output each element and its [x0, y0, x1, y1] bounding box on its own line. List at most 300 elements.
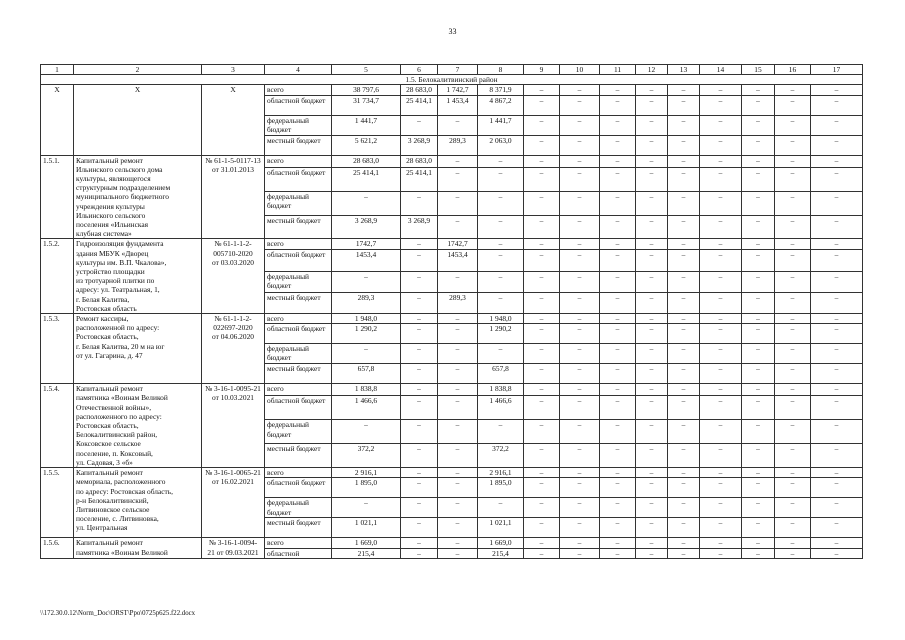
empty-dash-cell: – — [775, 468, 811, 478]
item-name: Капитальный ремонт памятника «Воинам Великой — [74, 538, 202, 558]
amount-cell: – — [401, 191, 438, 215]
empty-dash-cell: – — [636, 548, 668, 558]
empty-dash-cell: – — [775, 250, 811, 271]
amount-cell: – — [332, 420, 401, 444]
empty-dash-cell: – — [775, 167, 811, 191]
amount-cell: 5 621,2 — [332, 135, 401, 155]
empty-dash-cell: – — [700, 364, 742, 384]
item-document: № 3-16-1-0095-21 от 10.03.2021 — [202, 384, 265, 468]
empty-dash-cell: – — [600, 518, 636, 538]
empty-dash-cell: – — [600, 478, 636, 498]
amount-cell: – — [401, 444, 438, 468]
empty-dash-cell: – — [560, 538, 600, 548]
amount-cell: – — [478, 498, 524, 518]
empty-dash-cell: – — [811, 396, 863, 420]
empty-dash-cell: – — [742, 95, 775, 115]
empty-dash-cell: – — [636, 155, 668, 167]
column-number: 1 — [41, 65, 74, 75]
empty-dash-cell: – — [636, 478, 668, 498]
amount-cell: 2 916,1 — [332, 468, 401, 478]
item-document: Х — [202, 85, 265, 155]
amount-cell: 28 683,0 — [401, 155, 438, 167]
empty-dash-cell: – — [524, 85, 560, 95]
empty-dash-cell: – — [668, 250, 700, 271]
amount-cell: 657,8 — [478, 364, 524, 384]
amount-cell: 1 838,8 — [478, 384, 524, 396]
amount-cell: 1 948,0 — [332, 314, 401, 324]
empty-dash-cell: – — [700, 167, 742, 191]
empty-dash-cell: – — [811, 292, 863, 313]
empty-dash-cell: – — [811, 95, 863, 115]
item-name: Гидроизоляция фундамента здания МБУК «Дворец культуры им. В.П. Чкалова», устройство площадки из тротуарной плитки по адресу: ул. Театральная, 1, г. Белая Калитва, Ростовская область — [74, 239, 202, 314]
empty-dash-cell: – — [742, 498, 775, 518]
column-number: 5 — [332, 65, 401, 75]
empty-dash-cell: – — [775, 239, 811, 250]
table-row — [41, 239, 863, 250]
empty-dash-cell: – — [700, 135, 742, 155]
empty-dash-cell: – — [524, 314, 560, 324]
empty-dash-cell: – — [668, 478, 700, 498]
column-number: 4 — [265, 65, 332, 75]
empty-dash-cell: – — [636, 498, 668, 518]
empty-dash-cell: – — [668, 271, 700, 292]
empty-dash-cell: – — [775, 420, 811, 444]
empty-dash-cell: – — [775, 115, 811, 135]
empty-dash-cell: – — [775, 498, 811, 518]
funding-source: всего — [265, 384, 332, 396]
amount-cell: – — [401, 292, 438, 313]
empty-dash-cell: – — [700, 271, 742, 292]
empty-dash-cell: – — [811, 324, 863, 344]
funding-source: всего — [265, 85, 332, 95]
empty-dash-cell: – — [742, 250, 775, 271]
empty-dash-cell: – — [775, 324, 811, 344]
item-document: № 3-16-1-0065-21 от 16.02.2021 — [202, 468, 265, 538]
amount-cell: 1 895,0 — [332, 478, 401, 498]
amount-cell: 3 268,9 — [401, 215, 438, 239]
amount-cell: – — [438, 420, 478, 444]
amount-cell: 289,3 — [332, 292, 401, 313]
empty-dash-cell: – — [560, 420, 600, 444]
empty-dash-cell: – — [668, 314, 700, 324]
empty-dash-cell: – — [560, 314, 600, 324]
empty-dash-cell: – — [700, 518, 742, 538]
amount-cell: – — [401, 344, 438, 364]
amount-cell: 25 414,1 — [332, 167, 401, 191]
funding-source: всего — [265, 239, 332, 250]
funding-source: федеральный бюджет — [265, 420, 332, 444]
funding-source: всего — [265, 468, 332, 478]
empty-dash-cell: – — [811, 518, 863, 538]
amount-cell: – — [332, 271, 401, 292]
empty-dash-cell: – — [742, 444, 775, 468]
column-number: 6 — [401, 65, 438, 75]
empty-dash-cell: – — [811, 548, 863, 558]
amount-cell: – — [478, 191, 524, 215]
amount-cell: – — [401, 548, 438, 558]
empty-dash-cell: – — [742, 396, 775, 420]
amount-cell: – — [438, 155, 478, 167]
column-number: 9 — [524, 65, 560, 75]
empty-dash-cell: – — [700, 396, 742, 420]
empty-dash-cell: – — [560, 444, 600, 468]
amount-cell: – — [438, 384, 478, 396]
empty-dash-cell: – — [811, 538, 863, 548]
empty-dash-cell: – — [560, 271, 600, 292]
amount-cell: – — [438, 271, 478, 292]
amount-cell: 1453,4 — [438, 250, 478, 271]
amount-cell: 1 466,6 — [478, 396, 524, 420]
column-number: 12 — [636, 65, 668, 75]
empty-dash-cell: – — [811, 215, 863, 239]
amount-cell: – — [478, 155, 524, 167]
empty-dash-cell: – — [600, 324, 636, 344]
empty-dash-cell: – — [668, 191, 700, 215]
table-row — [41, 468, 863, 478]
empty-dash-cell: – — [636, 215, 668, 239]
column-number: 10 — [560, 65, 600, 75]
amount-cell: – — [438, 468, 478, 478]
funding-source: областной бюджет — [265, 324, 332, 344]
empty-dash-cell: – — [560, 292, 600, 313]
empty-dash-cell: – — [668, 538, 700, 548]
amount-cell: 1 669,0 — [478, 538, 524, 548]
empty-dash-cell: – — [811, 444, 863, 468]
empty-dash-cell: – — [524, 271, 560, 292]
empty-dash-cell: – — [524, 324, 560, 344]
amount-cell: – — [401, 468, 438, 478]
empty-dash-cell: – — [811, 115, 863, 135]
item-number: 1.5.5. — [41, 468, 74, 538]
empty-dash-cell: – — [524, 420, 560, 444]
amount-cell: 4 867,2 — [478, 95, 524, 115]
empty-dash-cell: – — [668, 324, 700, 344]
empty-dash-cell: – — [742, 384, 775, 396]
empty-dash-cell: – — [668, 292, 700, 313]
table-row — [41, 85, 863, 95]
amount-cell: – — [478, 344, 524, 364]
empty-dash-cell: – — [524, 498, 560, 518]
empty-dash-cell: – — [600, 155, 636, 167]
empty-dash-cell: – — [775, 85, 811, 95]
amount-cell: – — [401, 420, 438, 444]
empty-dash-cell: – — [560, 384, 600, 396]
column-number: 11 — [600, 65, 636, 75]
amount-cell: – — [438, 314, 478, 324]
empty-dash-cell: – — [668, 85, 700, 95]
empty-dash-cell: – — [668, 215, 700, 239]
column-number: 3 — [202, 65, 265, 75]
empty-dash-cell: – — [636, 444, 668, 468]
amount-cell: – — [401, 314, 438, 324]
empty-dash-cell: – — [775, 478, 811, 498]
amount-cell: 1742,7 — [438, 239, 478, 250]
item-name: Ремонт кассиры, расположенной по адресу: Ростовская область, г. Белая Калитва, 20 м на юг от ул. Гагарина, д. 47 — [74, 314, 202, 384]
empty-dash-cell: – — [700, 155, 742, 167]
empty-dash-cell: – — [742, 135, 775, 155]
empty-dash-cell: – — [560, 95, 600, 115]
empty-dash-cell: – — [600, 239, 636, 250]
funding-source: федеральный бюджет — [265, 191, 332, 215]
empty-dash-cell: – — [811, 384, 863, 396]
empty-dash-cell: – — [600, 167, 636, 191]
empty-dash-cell: – — [700, 344, 742, 364]
empty-dash-cell: – — [636, 420, 668, 444]
section-row — [41, 75, 863, 85]
table-row — [41, 538, 863, 548]
amount-cell: – — [478, 239, 524, 250]
empty-dash-cell: – — [742, 518, 775, 538]
amount-cell: – — [332, 498, 401, 518]
empty-dash-cell: – — [524, 239, 560, 250]
empty-dash-cell: – — [811, 85, 863, 95]
empty-dash-cell: – — [600, 95, 636, 115]
empty-dash-cell: – — [668, 167, 700, 191]
funding-source: федеральный бюджет — [265, 115, 332, 135]
empty-dash-cell: – — [700, 478, 742, 498]
empty-dash-cell: – — [668, 444, 700, 468]
empty-dash-cell: – — [636, 396, 668, 420]
amount-cell: 372,2 — [478, 444, 524, 468]
empty-dash-cell: – — [775, 344, 811, 364]
amount-cell: – — [438, 478, 478, 498]
amount-cell: 215,4 — [332, 548, 401, 558]
empty-dash-cell: – — [742, 364, 775, 384]
amount-cell: – — [401, 239, 438, 250]
funding-source: федеральный бюджет — [265, 344, 332, 364]
empty-dash-cell: – — [636, 538, 668, 548]
empty-dash-cell: – — [811, 250, 863, 271]
section-title: 1.5. Белокалитвинский район — [41, 75, 863, 85]
empty-dash-cell: – — [524, 518, 560, 538]
column-number: 14 — [700, 65, 742, 75]
item-name: Капитальный ремонт памятника «Воинам Великой Отечественной войны», расположенного по адресу: Ростовская область, Белокалитвинский район, Коксовское сельское поселение, п. Коксовый, ул. Садовая, 3 «б» — [74, 384, 202, 468]
empty-dash-cell: – — [775, 191, 811, 215]
empty-dash-cell: – — [668, 498, 700, 518]
empty-dash-cell: – — [742, 191, 775, 215]
empty-dash-cell: – — [636, 271, 668, 292]
empty-dash-cell: – — [742, 538, 775, 548]
empty-dash-cell: – — [811, 478, 863, 498]
empty-dash-cell: – — [700, 420, 742, 444]
empty-dash-cell: – — [524, 250, 560, 271]
empty-dash-cell: – — [742, 324, 775, 344]
empty-dash-cell: – — [775, 271, 811, 292]
amount-cell: – — [332, 191, 401, 215]
funding-source: областной бюджет — [265, 478, 332, 498]
amount-cell: 1453,4 — [332, 250, 401, 271]
funding-source: федеральный бюджет — [265, 498, 332, 518]
amount-cell: – — [401, 518, 438, 538]
empty-dash-cell: – — [560, 85, 600, 95]
empty-dash-cell: – — [524, 115, 560, 135]
amount-cell: 1 466,6 — [332, 396, 401, 420]
amount-cell: – — [401, 538, 438, 548]
empty-dash-cell: – — [700, 498, 742, 518]
table-row — [41, 384, 863, 396]
amount-cell: 2 916,1 — [478, 468, 524, 478]
empty-dash-cell: – — [700, 95, 742, 115]
amount-cell: 1 441,7 — [332, 115, 401, 135]
empty-dash-cell: – — [560, 191, 600, 215]
funding-source: местный бюджет — [265, 444, 332, 468]
empty-dash-cell: – — [811, 191, 863, 215]
item-number: 1.5.3. — [41, 314, 74, 384]
empty-dash-cell: – — [600, 314, 636, 324]
empty-dash-cell: – — [600, 444, 636, 468]
empty-dash-cell: – — [811, 167, 863, 191]
empty-dash-cell: – — [636, 115, 668, 135]
budget-table — [40, 64, 863, 559]
empty-dash-cell: – — [668, 468, 700, 478]
amount-cell: 289,3 — [438, 292, 478, 313]
amount-cell: – — [478, 271, 524, 292]
empty-dash-cell: – — [742, 468, 775, 478]
item-document: № 61-1-1-2- 005710-2020 от 03.03.2020 — [202, 239, 265, 314]
amount-cell: 3 268,9 — [332, 215, 401, 239]
empty-dash-cell: – — [636, 191, 668, 215]
empty-dash-cell: – — [668, 364, 700, 384]
empty-dash-cell: – — [600, 396, 636, 420]
empty-dash-cell: – — [560, 478, 600, 498]
empty-dash-cell: – — [742, 314, 775, 324]
funding-source: всего — [265, 314, 332, 324]
empty-dash-cell: – — [560, 364, 600, 384]
empty-dash-cell: – — [775, 384, 811, 396]
empty-dash-cell: – — [700, 215, 742, 239]
amount-cell: – — [401, 498, 438, 518]
amount-cell: – — [478, 250, 524, 271]
funding-source: местный бюджет — [265, 135, 332, 155]
empty-dash-cell: – — [775, 95, 811, 115]
empty-dash-cell: – — [524, 538, 560, 548]
amount-cell: – — [438, 167, 478, 191]
amount-cell: 1 669,0 — [332, 538, 401, 548]
amount-cell: – — [438, 364, 478, 384]
amount-cell: 1 441,7 — [478, 115, 524, 135]
column-number: 8 — [478, 65, 524, 75]
funding-source: федеральный бюджет — [265, 271, 332, 292]
empty-dash-cell: – — [600, 292, 636, 313]
item-number: 1.5.1. — [41, 155, 74, 239]
amount-cell: 25 414,1 — [401, 167, 438, 191]
amount-cell: 372,2 — [332, 444, 401, 468]
empty-dash-cell: – — [742, 115, 775, 135]
empty-dash-cell: – — [600, 215, 636, 239]
empty-dash-cell: – — [560, 135, 600, 155]
empty-dash-cell: – — [811, 271, 863, 292]
amount-cell: – — [438, 191, 478, 215]
amount-cell: – — [438, 215, 478, 239]
empty-dash-cell: – — [560, 239, 600, 250]
amount-cell: – — [478, 215, 524, 239]
empty-dash-cell: – — [775, 396, 811, 420]
amount-cell: – — [438, 538, 478, 548]
empty-dash-cell: – — [700, 85, 742, 95]
empty-dash-cell: – — [742, 167, 775, 191]
funding-source: местный бюджет — [265, 518, 332, 538]
empty-dash-cell: – — [668, 344, 700, 364]
empty-dash-cell: – — [668, 95, 700, 115]
item-number: 1.5.2. — [41, 239, 74, 314]
empty-dash-cell: – — [775, 135, 811, 155]
empty-dash-cell: – — [636, 324, 668, 344]
empty-dash-cell: – — [524, 478, 560, 498]
amount-cell: – — [401, 271, 438, 292]
empty-dash-cell: – — [811, 468, 863, 478]
empty-dash-cell: – — [636, 239, 668, 250]
empty-dash-cell: – — [524, 396, 560, 420]
empty-dash-cell: – — [636, 314, 668, 324]
empty-dash-cell: – — [560, 344, 600, 364]
empty-dash-cell: – — [600, 250, 636, 271]
empty-dash-cell: – — [600, 271, 636, 292]
amount-cell: – — [438, 444, 478, 468]
empty-dash-cell: – — [742, 548, 775, 558]
amount-cell: 1 453,4 — [438, 95, 478, 115]
funding-source: всего — [265, 155, 332, 167]
empty-dash-cell: – — [775, 548, 811, 558]
empty-dash-cell: – — [668, 548, 700, 558]
empty-dash-cell: – — [560, 518, 600, 538]
empty-dash-cell: – — [524, 95, 560, 115]
empty-dash-cell: – — [636, 518, 668, 538]
empty-dash-cell: – — [636, 468, 668, 478]
empty-dash-cell: – — [524, 548, 560, 558]
empty-dash-cell: – — [811, 498, 863, 518]
empty-dash-cell: – — [560, 115, 600, 135]
amount-cell: 657,8 — [332, 364, 401, 384]
empty-dash-cell: – — [560, 215, 600, 239]
empty-dash-cell: – — [742, 215, 775, 239]
funding-source: областной бюджет — [265, 167, 332, 191]
amount-cell: 1742,7 — [332, 239, 401, 250]
empty-dash-cell: – — [560, 468, 600, 478]
amount-cell: – — [438, 324, 478, 344]
empty-dash-cell: – — [700, 324, 742, 344]
column-number: 13 — [668, 65, 700, 75]
empty-dash-cell: – — [811, 364, 863, 384]
amount-cell: – — [401, 364, 438, 384]
column-number: 16 — [775, 65, 811, 75]
amount-cell: – — [401, 250, 438, 271]
funding-source: областной бюджет — [265, 250, 332, 271]
empty-dash-cell: – — [811, 135, 863, 155]
page-number: 33 — [448, 27, 457, 36]
funding-source: местный бюджет — [265, 215, 332, 239]
empty-dash-cell: – — [524, 344, 560, 364]
empty-dash-cell: – — [560, 548, 600, 558]
empty-dash-cell: – — [600, 364, 636, 384]
table-row — [41, 155, 863, 167]
empty-dash-cell: – — [668, 420, 700, 444]
empty-dash-cell: – — [775, 538, 811, 548]
amount-cell: 25 414,1 — [401, 95, 438, 115]
item-name: Х — [74, 85, 202, 155]
amount-cell: 1 290,2 — [478, 324, 524, 344]
item-document: № 61-1-1-2- 022697-2020 от 04.06.2020 — [202, 314, 265, 384]
column-number: 17 — [811, 65, 863, 75]
empty-dash-cell: – — [668, 518, 700, 538]
empty-dash-cell: – — [600, 548, 636, 558]
empty-dash-cell: – — [775, 518, 811, 538]
empty-dash-cell: – — [560, 396, 600, 420]
empty-dash-cell: – — [775, 444, 811, 468]
amount-cell: 31 734,7 — [332, 95, 401, 115]
funding-source: областной бюджет — [265, 396, 332, 420]
empty-dash-cell: – — [700, 384, 742, 396]
amount-cell: – — [401, 324, 438, 344]
